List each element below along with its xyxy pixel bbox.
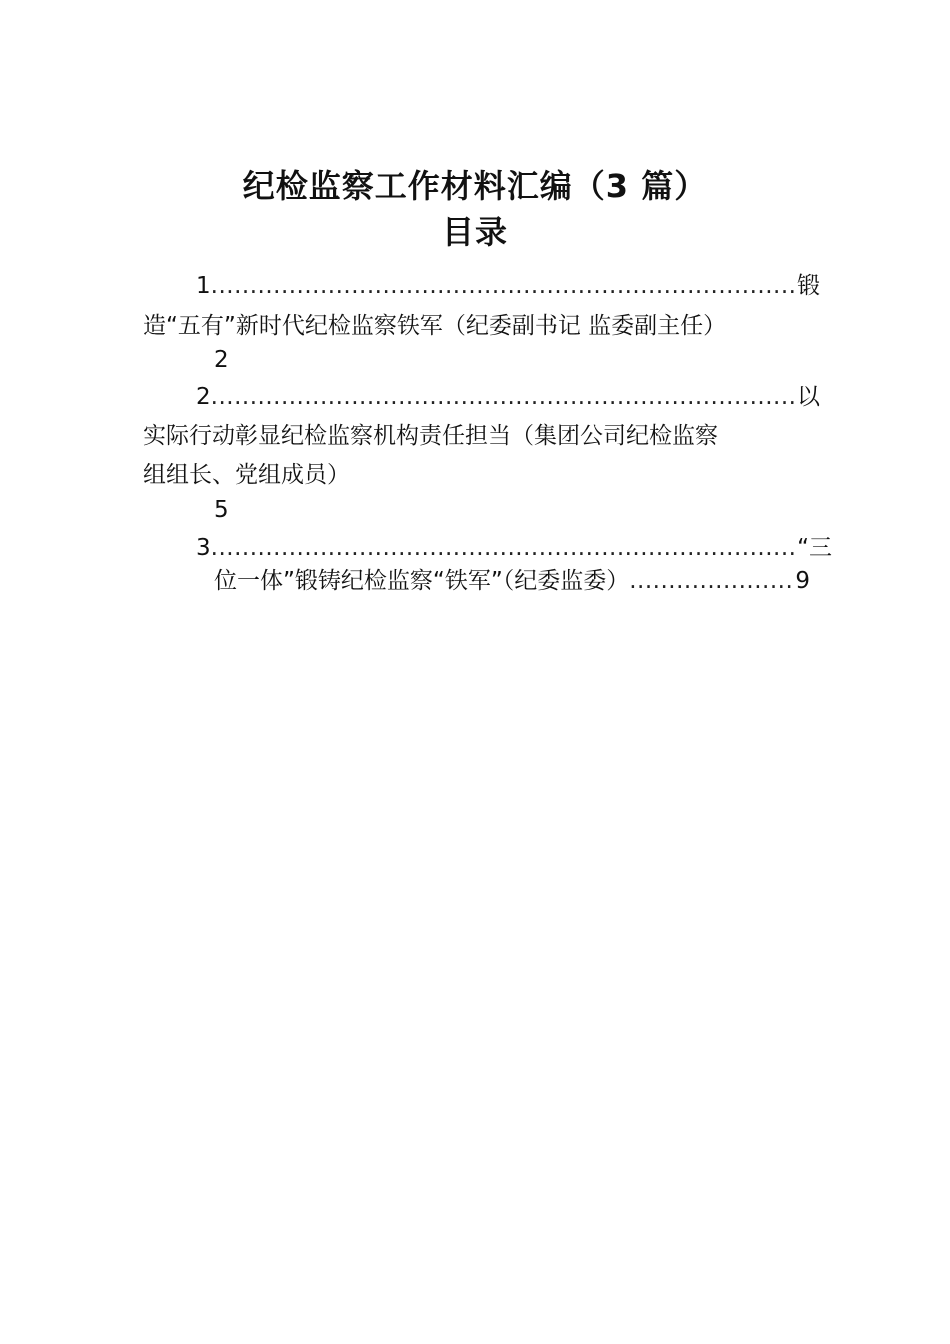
toc-entry-first-char: 以	[797, 384, 820, 410]
dot-leader	[211, 272, 797, 300]
toc-entry-1-leader[interactable]	[196, 272, 820, 300]
document-title: 纪检监察工作材料汇编（3 篇）	[242, 167, 708, 205]
toc-entry-number: 3	[196, 535, 211, 561]
toc-entry-first-char: “三	[797, 535, 832, 561]
toc-entry-1-title[interactable]: 造“五有”新时代纪检监察铁军（纪委副书记 监委副主任）	[143, 313, 727, 339]
toc-entry-2-page: 5	[214, 497, 229, 523]
toc-entry-1-page: 2	[214, 347, 229, 373]
toc-entry-3-leader[interactable]	[196, 534, 832, 562]
toc-heading: 目录	[441, 213, 508, 251]
dot-leader	[211, 383, 797, 411]
toc-entry-2-title-line-1[interactable]: 实际行动彰显纪检监察机构责任担当（集团公司纪检监察	[143, 423, 718, 449]
toc-entry-number: 1	[196, 273, 211, 299]
toc-entry-number: 2	[196, 384, 211, 410]
toc-entry-3-title: 位一体”锻铸纪检监察“铁军”（纪委监委）	[214, 568, 630, 594]
toc-entry-first-char: 锻	[797, 273, 820, 299]
toc-entry-3-title-line[interactable]	[214, 567, 810, 595]
toc-entry-2-leader[interactable]	[196, 383, 820, 411]
toc-entry-3-page: 9	[795, 568, 810, 594]
dot-leader	[629, 567, 795, 595]
toc-entry-2-title-line-2[interactable]: 组组长、党组成员）	[143, 462, 350, 488]
dot-leader	[211, 534, 797, 562]
